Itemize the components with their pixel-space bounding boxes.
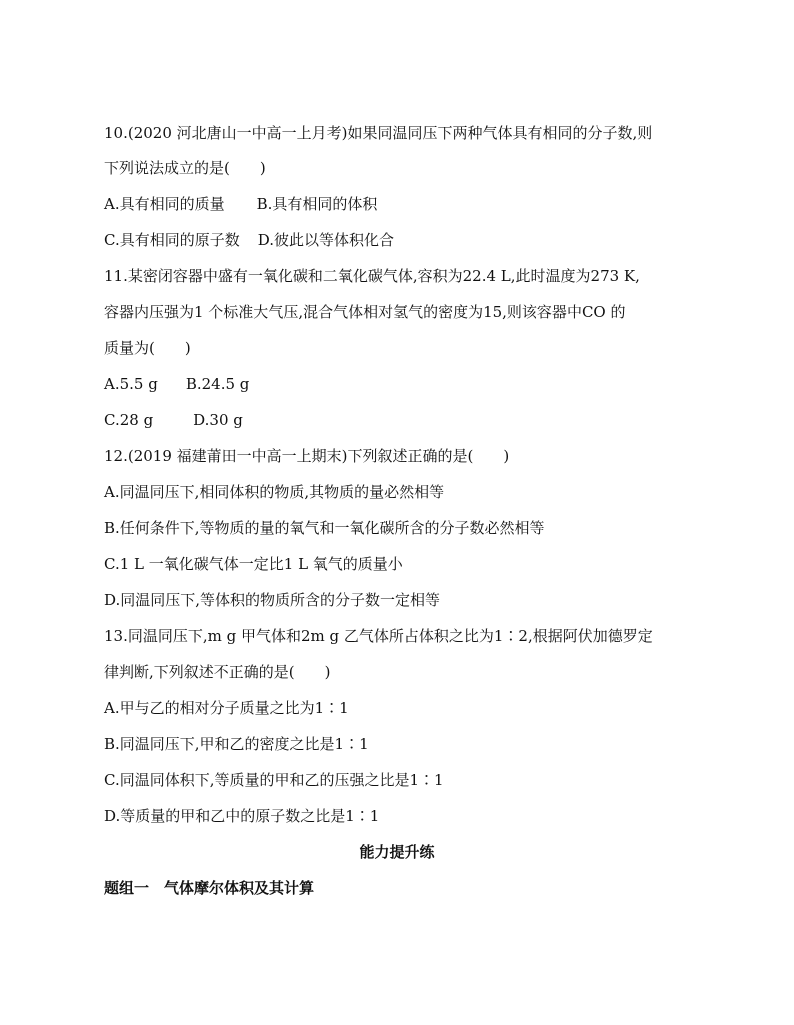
q10-option-b: B.具有相同的体积: [256, 195, 378, 213]
q10-option-d: D.彼此以等体积化合: [257, 231, 394, 249]
q11-option-b: B.24.5 g: [185, 375, 250, 393]
q11-line-3: 质量为( ): [104, 339, 191, 357]
q13-line-1: 13.同温同压下,m g 甲气体和2m g 乙气体所占体积之比为1∶2,根据阿伏加德罗定: [104, 627, 653, 645]
group-title: 题组一 气体摩尔体积及其计算: [104, 879, 315, 897]
q12-option-b: B.任何条件下,等物质的量的氧气和一氧化碳所含的分子数必然相等: [104, 519, 545, 537]
q12-option-d: D.同温同压下,等体积的物质所含的分子数一定相等: [104, 591, 441, 609]
q10-line-2: 下列说法成立的是( ): [104, 159, 266, 177]
q11-line-2: 容器内压强为1 个标准大气压,混合气体相对氢气的密度为15,则该容器中CO 的: [104, 303, 626, 321]
q11-option-a: A.5.5 g: [104, 375, 158, 393]
q13-option-c: C.同温同体积下,等质量的甲和乙的压强之比是1∶1: [104, 771, 444, 789]
q11-line-1: 11.某密闭容器中盛有一氧化碳和二氧化碳气体,容积为22.4 L,此时温度为273 K,: [104, 267, 640, 285]
q12-option-c: C.1 L 一氧化碳气体一定比1 L 氧气的质量小: [104, 555, 403, 573]
q13-option-a: A.甲与乙的相对分子质量之比为1∶1: [104, 699, 349, 717]
q10-options-row-2: [104, 230, 394, 250]
section-title: 能力提升练: [359, 843, 435, 861]
q13-option-b: B.同温同压下,甲和乙的密度之比是1∶1: [104, 735, 369, 753]
q11-options-row-1: [104, 374, 249, 394]
q13-option-d: D.等质量的甲和乙中的原子数之比是1∶1: [104, 807, 380, 825]
q10-options-row-1: [104, 194, 377, 214]
q11-option-c: C.28 g: [104, 411, 154, 429]
q11-option-d: D.30 g: [193, 411, 243, 429]
q12-option-a: A.同温同压下,相同体积的物质,其物质的量必然相等: [104, 483, 445, 501]
q10-option-c: C.具有相同的原子数: [104, 231, 240, 249]
q10-line-1: 10.(2020 河北唐山一中高一上月考)如果同温同压下两种气体具有相同的分子数,则: [104, 124, 653, 142]
q11-options-row-2: [104, 410, 243, 430]
q12-line-1: 12.(2019 福建莆田一中高一上期末)下列叙述正确的是( ): [104, 447, 510, 465]
q10-option-a: A.具有相同的质量: [104, 195, 225, 213]
q13-line-2: 律判断,下列叙述不正确的是( ): [104, 663, 331, 681]
